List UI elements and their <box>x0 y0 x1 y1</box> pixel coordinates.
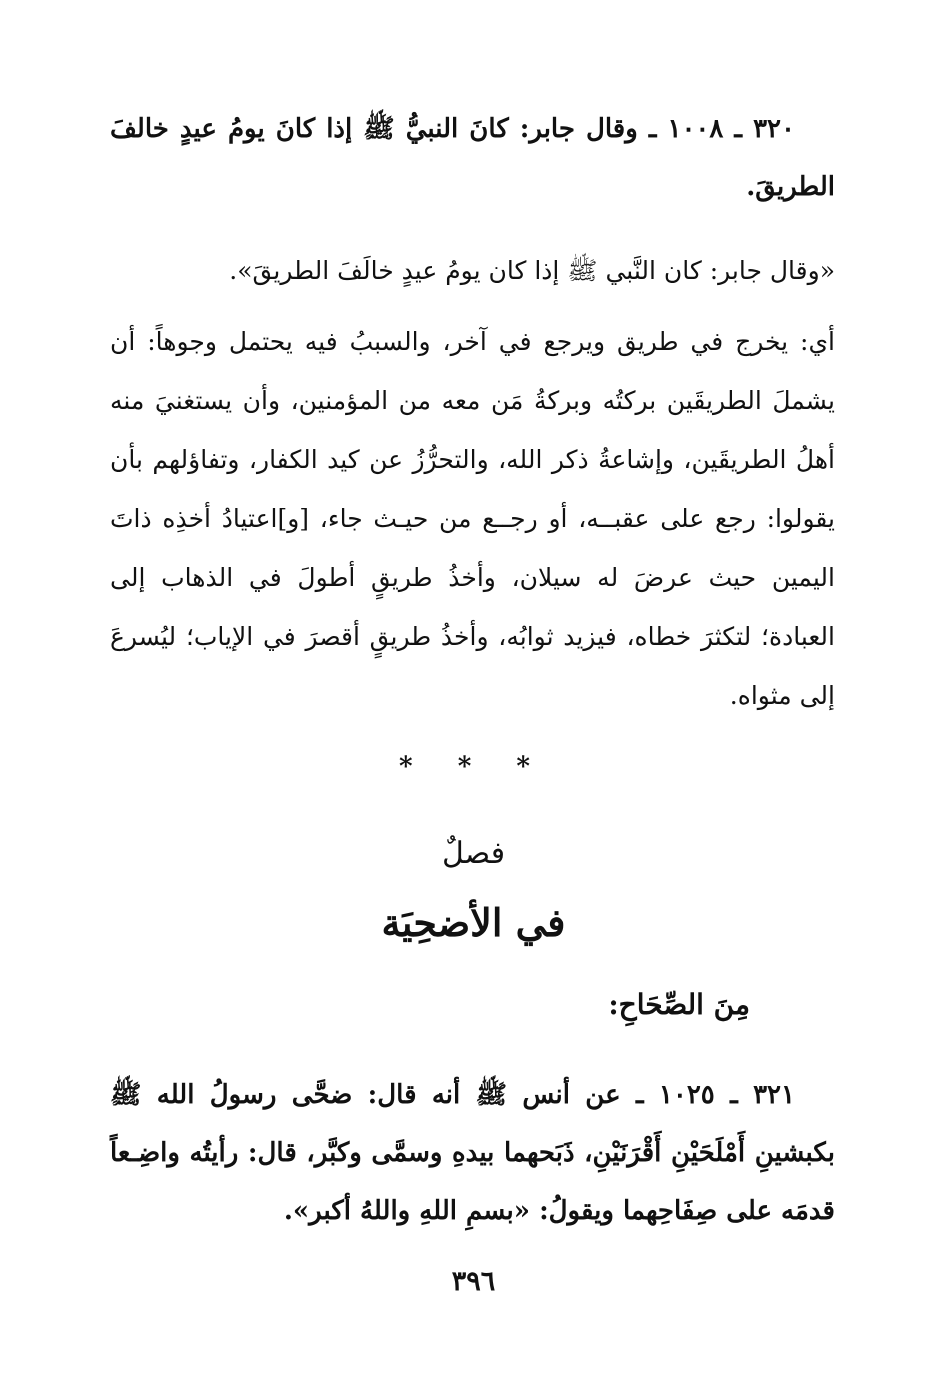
commentary-quote <box>110 246 835 296</box>
sub-heading <box>110 988 750 1021</box>
hadith-321 <box>110 1066 835 1240</box>
commentary-quote-text: «وقال جابر: كان النَّبي ﷺ إذا كان يومُ عيدٍ خالَفَ الطريقَ». <box>229 256 835 285</box>
page-number-text: ٣٩٦ <box>451 1266 496 1297</box>
section-label <box>0 836 947 871</box>
separator-stars: * * * <box>399 752 548 782</box>
hadith-320-text: ٣٢٠ ـ ١٠٠٨ ـ وقال جابر: كانَ النبيُّ ﷺ إذا كانَ يومُ عيدٍ خالفَ الطريقَ. <box>110 114 835 202</box>
section-title <box>0 900 947 945</box>
commentary-paragraph <box>110 312 835 725</box>
section-title-text: في الأضحِيَة <box>381 900 566 945</box>
sub-heading-text: مِنَ الصِّحَاحِ: <box>608 988 750 1021</box>
commentary-paragraph-text: أي: يخرج في طريق ويرجع في آخر، والسببُ فيه يحتمل وجوهاً: أن يشملَ الطريقَين بركتُه وبركةُ مَن معه من المؤمنين، وأن يستغنيَ منه أهلُ الطريقَين، وإشاعةُ ذكر الله، والتحرُّزُ عن كيد الكفار، وتفاؤلهم بأن يقولوا: رجع على عقبــه، أو رجــع من حيـث جاء، [و]اعتيادُ أخذِه ذاتَ اليمين حيث عرضَ له سيلان، وأخذُ طريقٍ أطولَ في الذهاب إلى العبادة؛ لتكثرَ خطاه، فيزيد ثوابُه، وأخذُ طريقٍ أقصرَ في الإياب؛ ليُسرعَ إلى مثواه. <box>110 327 835 710</box>
hadith-320 <box>110 100 835 216</box>
section-label-text: فصلٌ <box>441 836 506 871</box>
page-number <box>0 1266 947 1297</box>
hadith-321-text: ٣٢١ ـ ١٠٢٥ ـ عن أنس ﷺ أنه قال: ضحَّى رسولُ الله ﷺ بكبشينِ أَمْلَحَيْنِ أَقْرَنَيْنِ، ذَبَحهما بيدهِ وسمَّى وكبَّر، قال: رأيتُه واضِـعاً قدمَه على صِفَاحِهما ويقولُ: «بسمِ اللهِ واللهُ أكبر». <box>110 1080 835 1226</box>
section-separator <box>0 752 947 782</box>
